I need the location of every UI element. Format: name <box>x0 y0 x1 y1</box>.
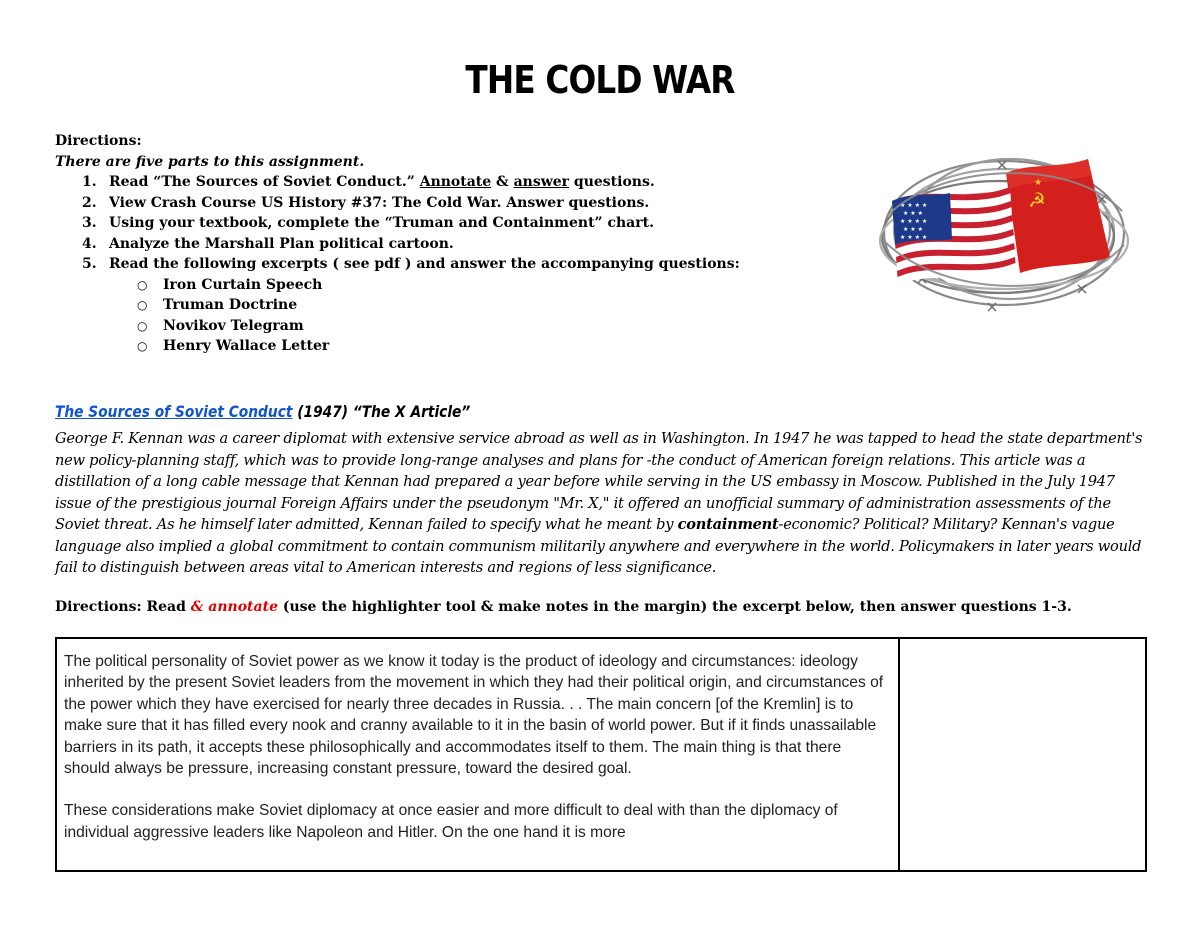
assignment-list <box>55 172 855 275</box>
annotate-text: Annotate <box>419 174 492 190</box>
list-item: 5. Read the following excerpts ( see pdf ) and answer the accompanying questions: <box>82 256 740 272</box>
circle-bullet-icon: ○ <box>137 318 148 333</box>
svg-text:★ ★ ★ ★: ★ ★ ★ ★ <box>900 202 928 209</box>
excerpt-text-cell <box>57 639 900 870</box>
us-flag-icon <box>892 187 1016 285</box>
list-item: 1. Read “The Sources of Soviet Conduct.” Annotate & answer questions. <box>82 174 655 190</box>
list-item: ○ Truman Doctrine <box>55 295 855 316</box>
answer-text: answer <box>513 174 570 190</box>
directions-subheading: There are five parts to this assignment. <box>55 153 365 170</box>
list-item: 2. View Crash Course US History #37: The Cold War. Answer questions. <box>82 194 650 211</box>
svg-text:★: ★ <box>1034 178 1043 188</box>
directions-section <box>55 131 855 357</box>
us-soviet-flags-barbed-wire-image <box>878 145 1130 315</box>
sources-of-soviet-conduct-link[interactable]: The Sources of Soviet Conduct <box>55 402 293 421</box>
list-item: 4. Analyze the Marshall Plan political cartoon. <box>82 235 454 252</box>
directions-heading: Directions: <box>55 133 142 149</box>
article-heading <box>55 402 470 421</box>
svg-text:☭: ☭ <box>1028 188 1046 212</box>
circle-bullet-icon: ○ <box>137 298 148 312</box>
list-item: 3. Using your textbook, complete the “Truman and Containment” chart. <box>82 215 654 231</box>
page-title: THE COLD WAR <box>465 58 735 102</box>
excerpt-list <box>55 275 855 357</box>
svg-text:★ ★ ★ ★: ★ ★ ★ ★ <box>900 218 928 225</box>
svg-text:★ ★ ★: ★ ★ ★ <box>903 226 923 233</box>
list-item: ○ Novikov Telegram <box>55 316 855 337</box>
circle-bullet-icon: ○ <box>137 339 148 353</box>
svg-text:★ ★ ★ ★: ★ ★ ★ ★ <box>900 234 928 241</box>
soviet-flag-icon <box>1006 159 1110 273</box>
containment-term: containment <box>677 516 779 533</box>
article-heading-rest: (1947) “The X Article” <box>292 402 471 421</box>
excerpt-paragraph: These considerations make Soviet diplomacy at once easier and more difficult to deal with than the diplomacy of individual aggressive leaders like Napoleon and Hitler. On the one hand it is more <box>64 802 838 841</box>
annotate-highlight: & annotate <box>190 599 278 615</box>
margin-notes-cell[interactable] <box>900 639 1145 870</box>
list-item: ○ Henry Wallace Letter <box>55 336 855 357</box>
circle-bullet-icon: ○ <box>137 277 148 292</box>
excerpt-directions: Directions: Read & annotate (use the highlighter tool & make notes in the margin) the excerpt below, then answer questions 1-3. <box>55 599 1072 615</box>
svg-text:★ ★ ★: ★ ★ ★ <box>903 210 923 217</box>
article-intro: George F. Kennan was a career diplomat with extensive service abroad as well as in Washington. In 1947 he was tapped to head the state department's new policy-planning staff, which was to provide long-range analyses and plans for -the conduct of American foreign relations. This article was a distillation of a long cable message that Kennan had prepared a year before while serving in the US embassy in Moscow. Published in the July 1947 issue of the prestigious journal Foreign Affairs under the pseudonym "Mr. X," it offered an unofficial summary of administration assessments of the Soviet threat. As he himself later admitted, Kennan failed to specify what he meant by containment-economic? Political? Military? Kennan's vague language also implied a global commitment to contain communism militarily anywhere and everywhere in the world. Policymakers in later years would fail to distinguish between areas vital to American interests and regions of less significance. <box>55 430 1143 576</box>
list-item: ○ Iron Curtain Speech <box>55 275 855 296</box>
excerpt-table <box>55 637 1147 872</box>
excerpt-paragraph: The political personality of Soviet power as we know it today is the product of ideology and circumstances: ideology inherited by the present Soviet leaders from the movement in which they had their political origin, and circumstances of the power which they have exercised for nearly three decades in Russia. . . The main concern [of the Kremlin] is to make sure that it has filled every nook and cranny available to it in the basin of world power. But if it finds unassailable barriers in its path, it accepts these philosophically and accommodates itself to them. The main thing is that there should always be pressure, increasing constant pressure, toward the desired goal. <box>64 653 884 778</box>
